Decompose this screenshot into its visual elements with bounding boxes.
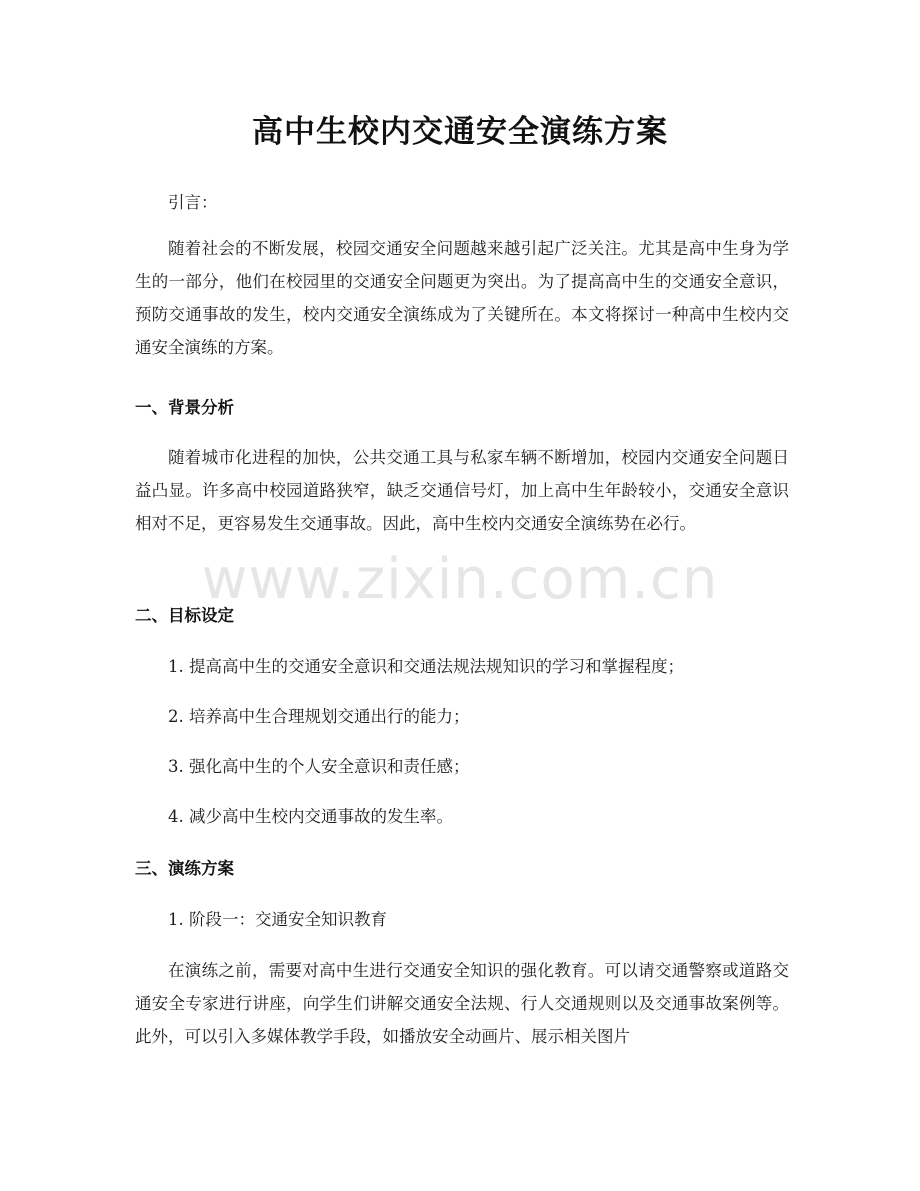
document-title: 高中生校内交通安全演练方案 xyxy=(252,114,668,150)
goal-item: 1. 提高高中生的交通安全意识和交通法规法规知识的学习和掌握程度； xyxy=(168,657,684,676)
watermark: www.zixin.com.cn xyxy=(201,547,719,612)
intro-paragraph: 随着社会的不断发展，校园交通安全问题越来越引起广泛关注。尤其是高中生身为学生的一部分，他们在校园里的交通安全问题更为突出。为了提高高中生的交通安全意识，预防交通事故的发生，校内交通安全演练成为了关键所在。本文将探讨一种高中生校内交通安全演练的方案。 xyxy=(135,239,789,357)
goal-item: 4. 减少高中生校内交通事故的发生率。 xyxy=(168,807,453,826)
section-heading-background: 一、背景分析 xyxy=(135,398,234,417)
intro-label: 引言： xyxy=(168,193,218,212)
section-heading-plan: 三、演练方案 xyxy=(135,859,234,878)
section-heading-goals: 二、目标设定 xyxy=(135,606,234,625)
goal-item: 2. 培养高中生合理规划交通出行的能力； xyxy=(168,707,470,726)
stage1-paragraph: 在演练之前，需要对高中生进行交通安全知识的强化教育。可以请交通警察或道路交通安全专家进行讲座，向学生们讲解交通安全法规、行人交通规则以及交通事故案例等。此外，可以引入多媒体教学手段，如播放安全动画片、展示相关图片 xyxy=(135,961,789,1046)
goal-item: 3. 强化高中生的个人安全意识和责任感； xyxy=(168,757,470,776)
stage1-title: 1. 阶段一：交通安全知识教育 xyxy=(168,910,387,929)
background-paragraph: 随着城市化进程的加快，公共交通工具与私家车辆不断增加，校园内交通安全问题日益凸显。许多高中校园道路狭窄，缺乏交通信号灯，加上高中生年龄较小，交通安全意识相对不足，更容易发生交通事故。因此，高中生校内交通安全演练势在必行。 xyxy=(135,448,789,533)
